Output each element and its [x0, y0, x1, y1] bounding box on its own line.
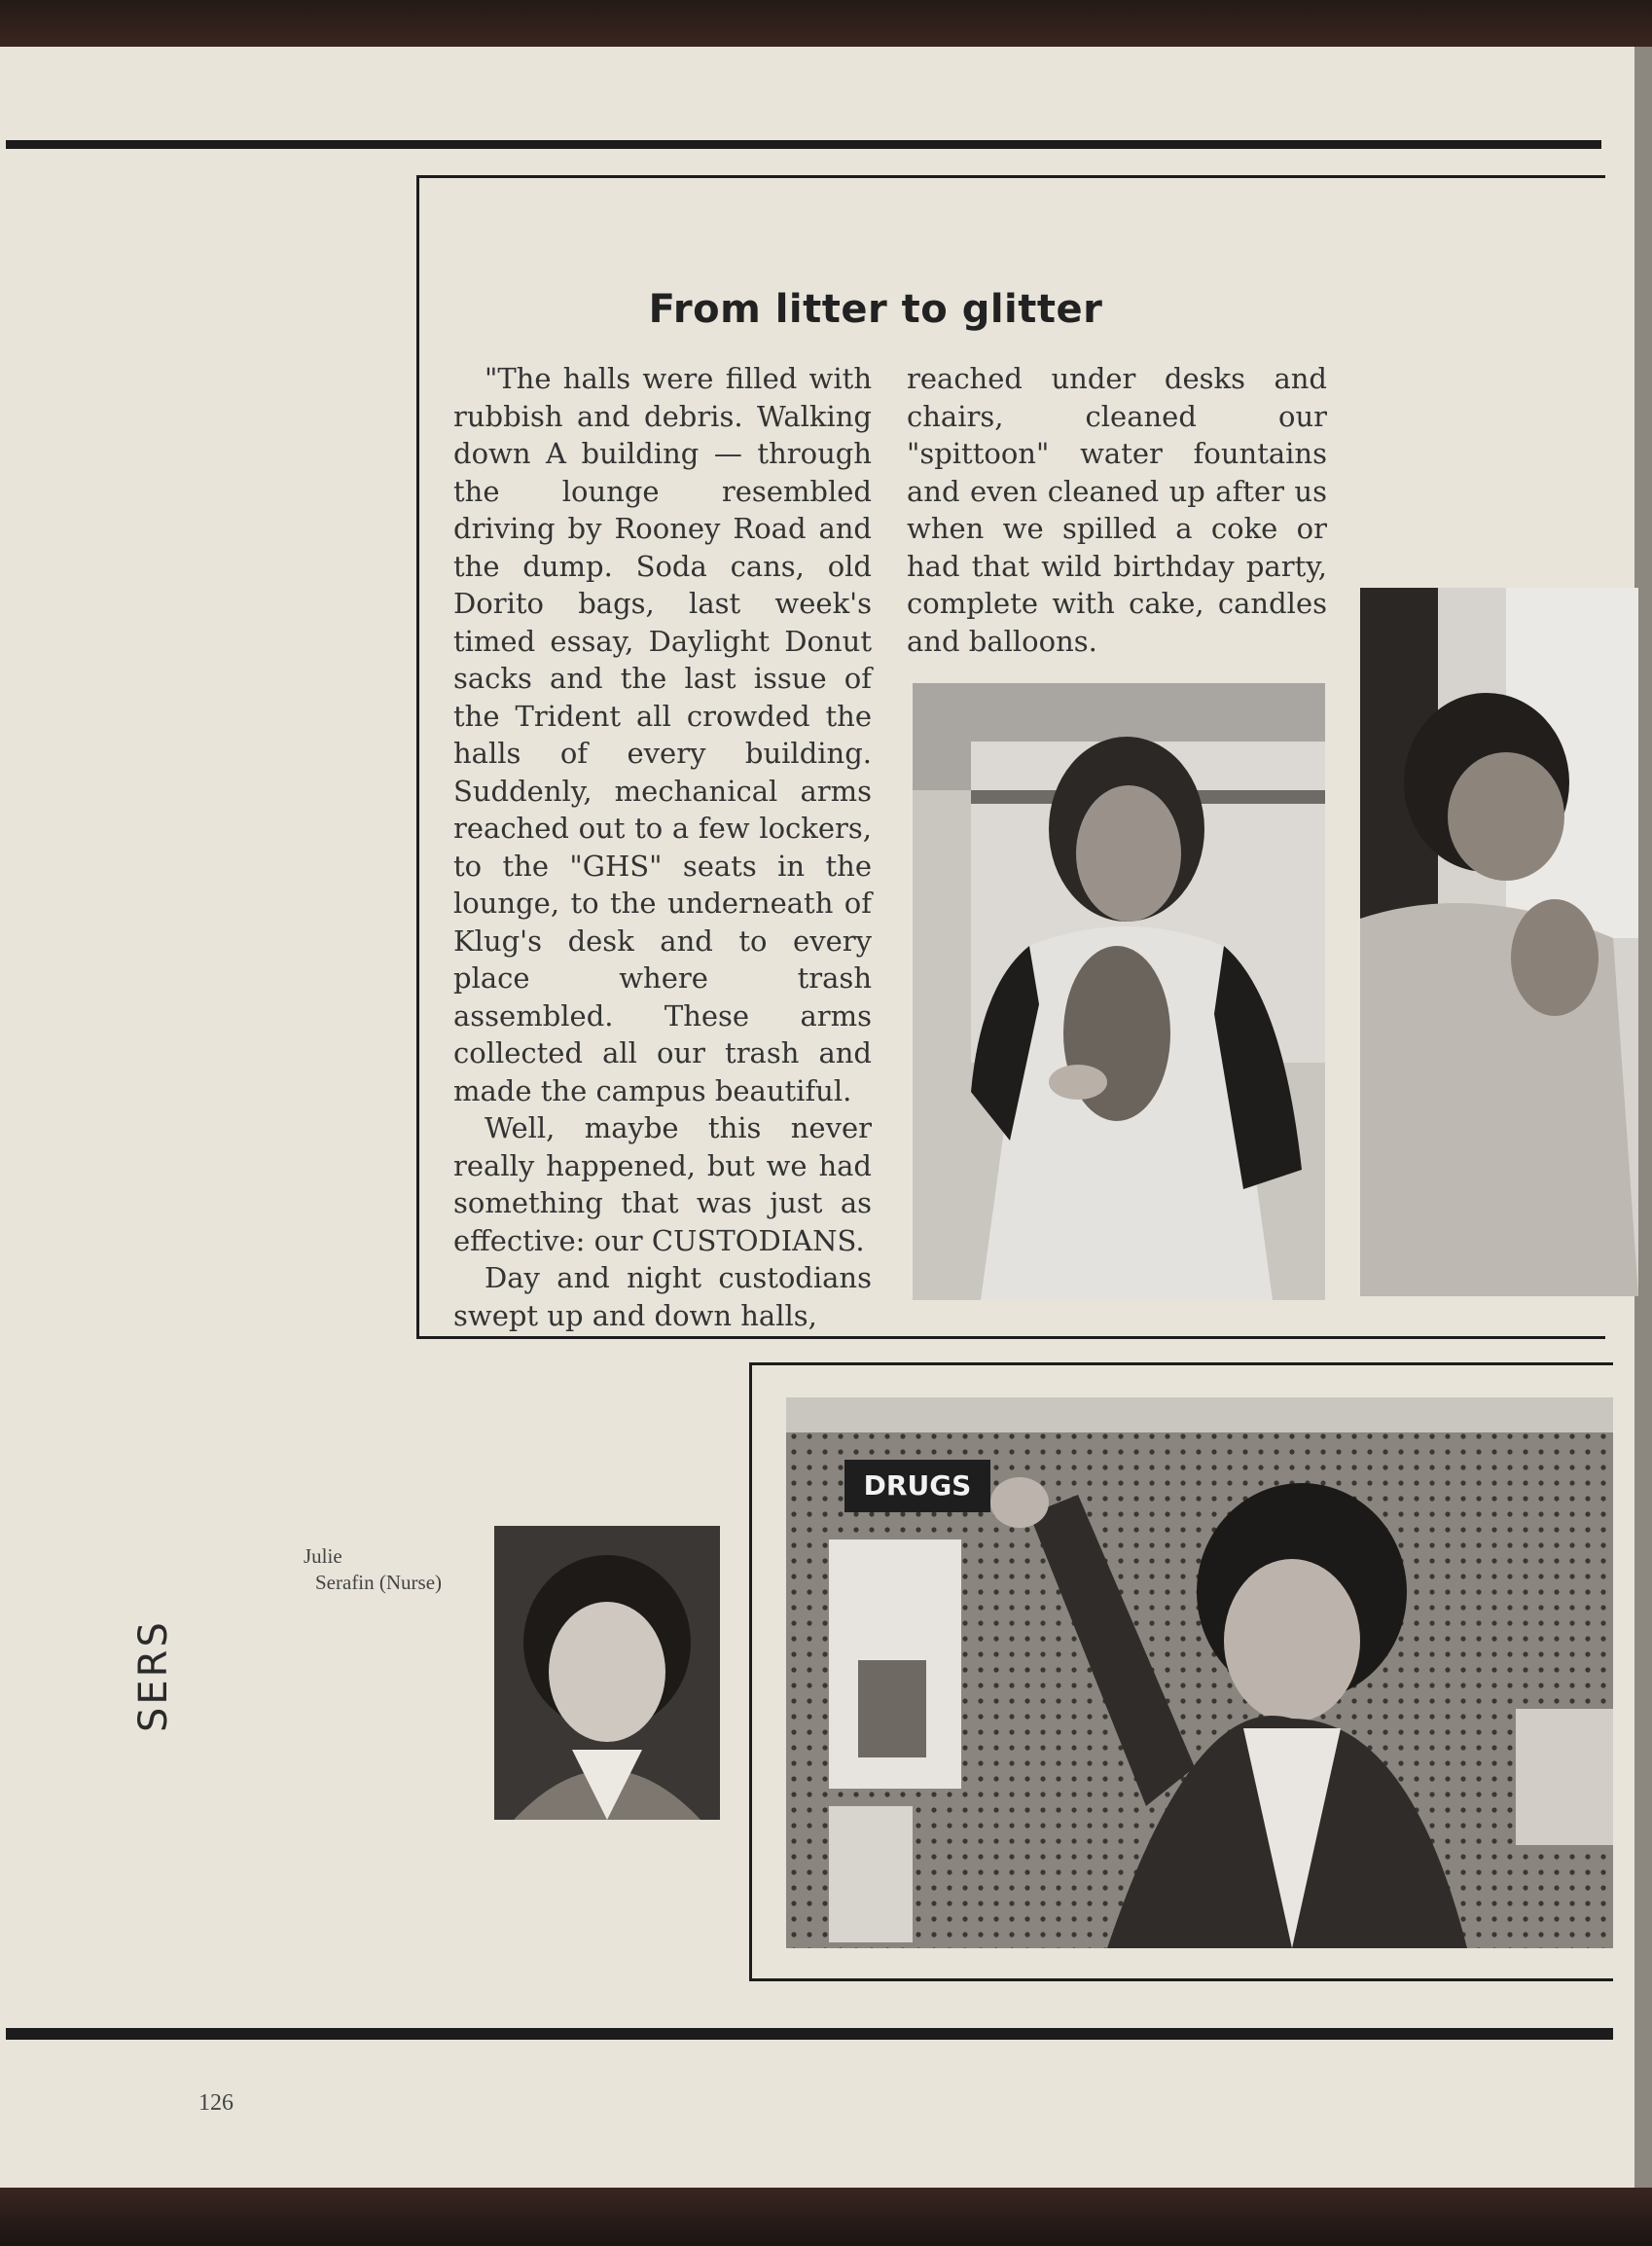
section-tab-label: SERS — [131, 1619, 176, 1732]
paragraph-2: Well, maybe this never really happened, but we had something that was just as effective: our CUSTODIANS. — [453, 1111, 872, 1257]
custodian-photo-1 — [913, 683, 1325, 1300]
nurse-caption — [304, 1543, 442, 1596]
article-column-left — [453, 360, 872, 1334]
custodian-2-image — [1360, 588, 1638, 1296]
paragraph-1: "The halls were filled with rubbish and debris. Walking down A building — through the lounge resembled driving by Rooney Road and the dump. Soda cans, old Dorito bags, last week's timed essay, Daylight Donut sacks and the last issue of the Trident all crowded the halls of every building. Suddenly, mechanical arms reached out to a few lockers, to the "GHS" seats in the lounge, to the underneath of Klug's desk and to every place where trash assembled. These arms collected all our trash and made the campus beautiful. — [453, 362, 872, 1107]
article-headline: From litter to glitter — [648, 286, 1103, 332]
drugs-sign: DRUGS — [844, 1460, 990, 1512]
top-rule — [6, 140, 1601, 149]
nurse-portrait-photo — [494, 1526, 720, 1820]
bottom-rule — [6, 2028, 1613, 2040]
bottom-binding-strip — [0, 2188, 1652, 2246]
caption-first-name: Julie — [304, 1544, 342, 1568]
article-column-right — [907, 360, 1327, 660]
paragraph-4: reached under desks and chairs, cleaned our "spittoon" water fountains and even cleaned up after us when we spilled a coke or had that wild birthday party, complete with cake, candles and balloons. — [907, 362, 1327, 658]
nurse-portrait-image — [494, 1526, 720, 1820]
page-number: 126 — [198, 2090, 233, 2116]
top-binding-strip — [0, 0, 1652, 47]
custodian-photo-2 — [1360, 588, 1638, 1296]
custodian-1-image — [913, 683, 1325, 1300]
caption-name-title: Serafin (Nurse) — [315, 1571, 443, 1594]
paragraph-3: Day and night custodians swept up and down halls, — [453, 1261, 872, 1332]
